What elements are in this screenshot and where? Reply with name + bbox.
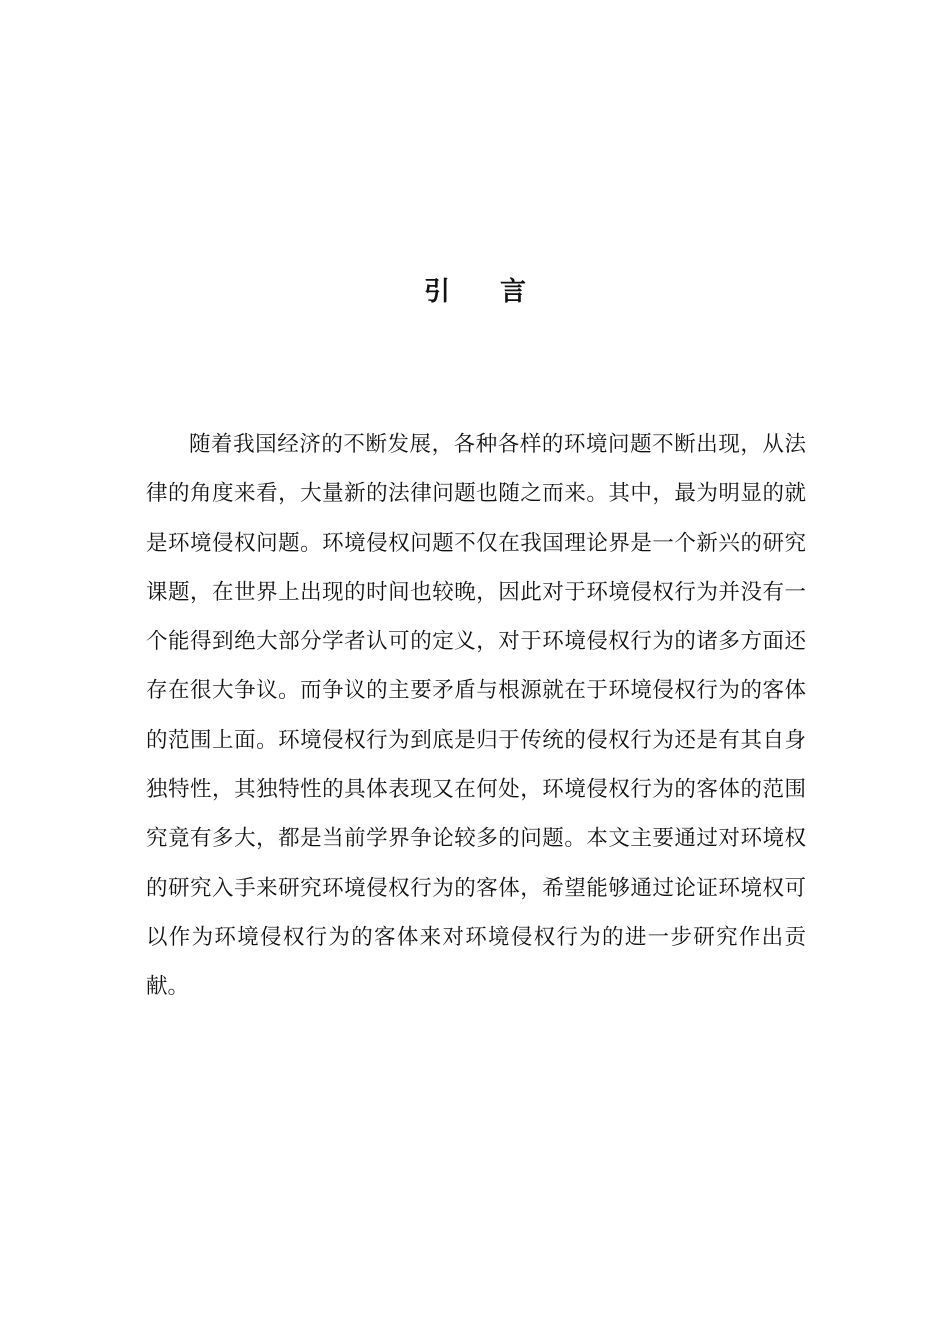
intro-paragraph: 随着我国经济的不断发展，各种各样的环境问题不断出现，从法律的角度来看，大量新的法律问题也随之而来。其中，最为明显的就是环境侵权问题。环境侵权问题不仅在我国理论界是一个新兴的研究课题，在世界上出现的时间也较晚，因此对于环境侵权行为并没有一个能得到绝大部分学者认可的定义，对于环境侵权行为的诸多方面还存在很大争议。而争议的主要矛盾与根源就在于环境侵权行为的客体的范围上面。环境侵权行为到底是归于传统的侵权行为还是有其自身独特性，其独特性的具体表现又在何处，环境侵权行为的客体的范围究竟有多大，都是当前学界争论较多的问题。本文主要通过对环境权的研究入手来研究环境侵权行为的客体，希望能够通过论证环境权可以作为环境侵权行为的客体来对环境侵权行为的进一步研究作出贡献。: [146, 432, 806, 1000]
section-title: 引言: [423, 277, 576, 307]
